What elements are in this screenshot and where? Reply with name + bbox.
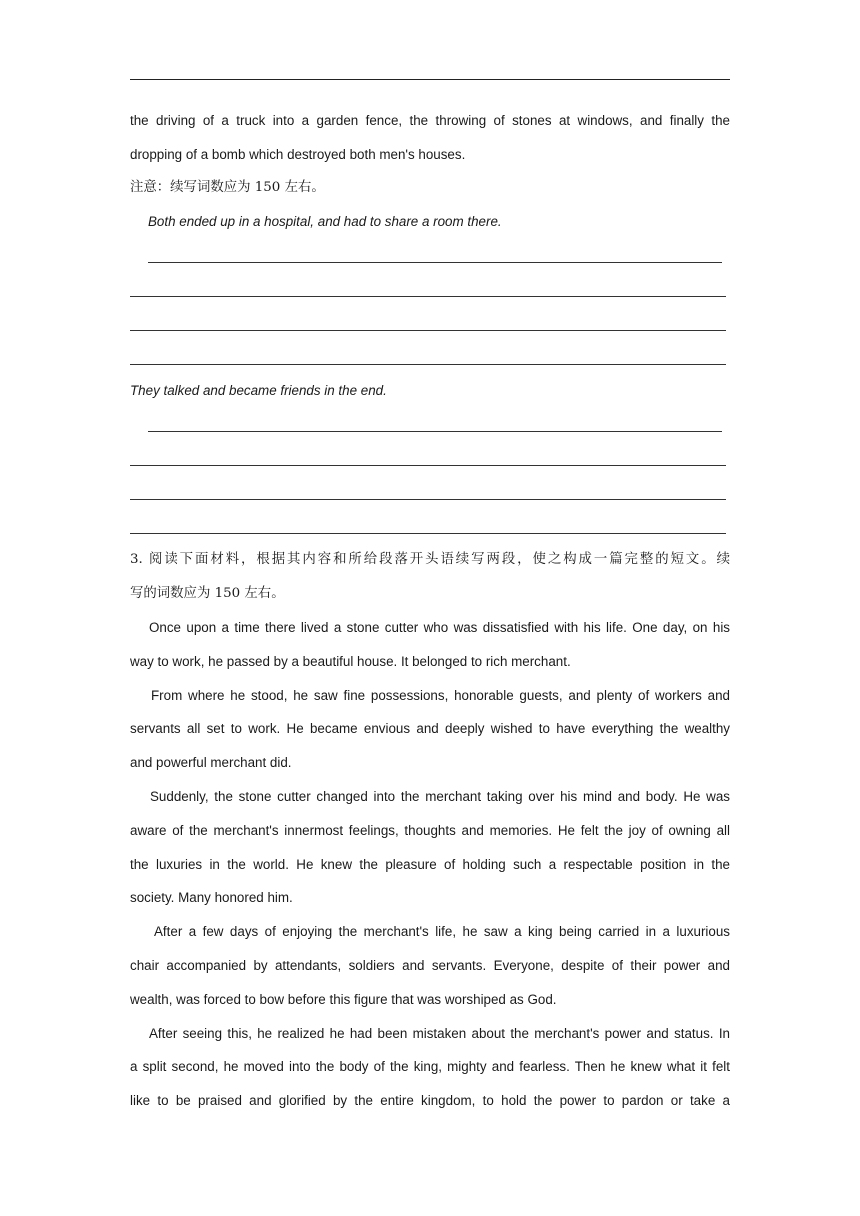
- passage-line: Once upon a time there lived a stone cutter who was dissatisfied with his life. One day, on his: [149, 620, 730, 635]
- paragraph-2-opening: They talked and became friends in the end.: [130, 383, 387, 398]
- top-rule: [130, 79, 730, 80]
- writing-line[interactable]: [130, 364, 726, 365]
- passage-line: way to work, he passed by a beautiful house. It belonged to rich merchant.: [130, 654, 571, 669]
- question-3-prompt-line-2: 写的词数应为 150 左右。: [130, 586, 285, 601]
- word-count-note: 注意：续写词数应为 150 左右。: [130, 180, 325, 195]
- writing-line[interactable]: [130, 533, 726, 534]
- prev-passage-line-2: dropping of a bomb which destroyed both men's houses.: [130, 147, 466, 162]
- passage-line: wealth, was forced to bow before this figure that was worshiped as God.: [130, 992, 557, 1007]
- passage-line: the luxuries in the world. He knew the pleasure of holding such a respectable position in the: [130, 857, 730, 872]
- passage-line: aware of the merchant's innermost feelings, thoughts and memories. He felt the joy of owning all: [130, 823, 730, 838]
- writing-line[interactable]: [148, 431, 722, 432]
- passage-line: servants all set to work. He became envious and deeply wished to have everything the wealthy: [130, 721, 730, 736]
- passage-line: society. Many honored him.: [130, 890, 293, 905]
- passage-line: After seeing this, he realized he had been mistaken about the merchant's power and status. In: [149, 1026, 730, 1041]
- passage-line: After a few days of enjoying the merchant's life, he saw a king being carried in a luxurious: [154, 924, 730, 939]
- passage-line: chair accompanied by attendants, soldiers and servants. Everyone, despite of their power and: [130, 958, 730, 973]
- passage-line: a split second, he moved into the body of the king, mighty and fearless. Then he knew what it felt: [130, 1059, 730, 1074]
- question-3-prompt-line-1: 3. 阅读下面材料，根据其内容和所给段落开头语续写两段，使之构成一篇完整的短文。续: [130, 552, 730, 567]
- writing-line[interactable]: [130, 296, 726, 297]
- prev-passage-line-1: the driving of a truck into a garden fence, the throwing of stones at windows, and finally the: [130, 113, 730, 128]
- writing-line[interactable]: [130, 499, 726, 500]
- paragraph-1-opening: Both ended up in a hospital, and had to share a room there.: [148, 214, 502, 229]
- passage-line: Suddenly, the stone cutter changed into the merchant taking over his mind and body. He was: [150, 789, 730, 804]
- passage-line: and powerful merchant did.: [130, 755, 292, 770]
- writing-line[interactable]: [130, 330, 726, 331]
- passage-line: From where he stood, he saw fine possessions, honorable guests, and plenty of workers and: [151, 688, 730, 703]
- passage-line: like to be praised and glorified by the entire kingdom, to hold the power to pardon or take a: [130, 1093, 730, 1108]
- writing-line[interactable]: [130, 465, 726, 466]
- writing-line[interactable]: [148, 262, 722, 263]
